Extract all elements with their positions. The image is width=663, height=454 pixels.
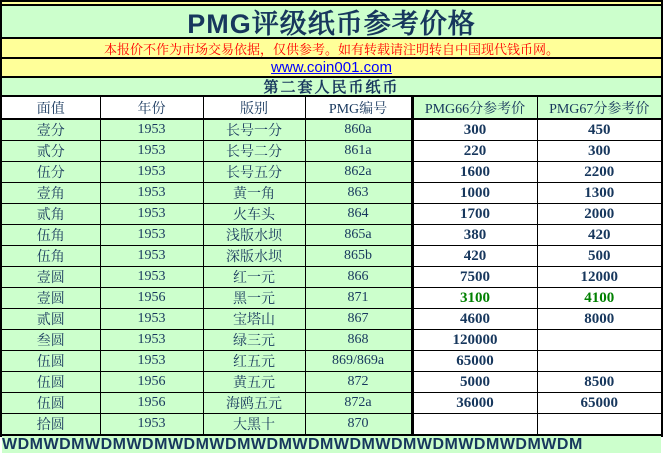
- variety-cell: 宝塔山: [203, 309, 305, 330]
- table-body: [2, 119, 661, 434]
- pmg66-price-cell: 220: [412, 141, 537, 162]
- pmg66-price-cell: 3100: [412, 288, 537, 309]
- pmg66-price-cell: 300: [412, 119, 537, 141]
- pmg66-price-cell: [412, 414, 537, 435]
- table-row: [2, 246, 661, 267]
- column-header-variety: 版别: [203, 97, 305, 119]
- year-cell: 1953: [100, 119, 203, 141]
- pmg67-price-cell: [537, 414, 661, 435]
- table-row: [2, 119, 661, 141]
- table-row: [2, 225, 661, 246]
- column-header-pmg67-price: PMG67分参考价: [537, 97, 661, 119]
- page-title: PMG评级纸币参考价格: [187, 9, 476, 39]
- variety-cell: 黑一元: [203, 288, 305, 309]
- price-table-wrap: [2, 97, 661, 434]
- variety-cell: 长号一分: [203, 119, 305, 141]
- variety-cell: 海鸥五元: [203, 393, 305, 414]
- pmg67-price-cell: 2200: [537, 162, 661, 183]
- pmg-number-cell: 863: [305, 183, 412, 204]
- pmg-number-cell: 870: [305, 414, 412, 435]
- footer-pattern: WDMWDMWDMWDMWDMWDMWDMWDMWDMWDMWDMWDMWDMWDM: [2, 434, 661, 453]
- pmg67-price-cell: 8000: [537, 309, 661, 330]
- pmg-number-cell: 872a: [305, 393, 412, 414]
- table-row: [2, 288, 661, 309]
- column-header-pmg66-price: PMG66分参考价: [412, 97, 537, 119]
- year-cell: 1956: [100, 393, 203, 414]
- pmg-number-cell: 869/869a: [305, 351, 412, 372]
- year-cell: 1953: [100, 246, 203, 267]
- pmg67-price-cell: 450: [537, 119, 661, 141]
- pmg67-price-cell: 2000: [537, 204, 661, 225]
- header-row: [2, 97, 661, 119]
- year-cell: 1953: [100, 141, 203, 162]
- pmg67-price-cell: 12000: [537, 267, 661, 288]
- section-bar: [2, 78, 661, 97]
- pmg67-price-cell: 4100: [537, 288, 661, 309]
- pmg66-price-cell: 36000: [412, 393, 537, 414]
- table-row: [2, 183, 661, 204]
- pmg67-price-cell: 1300: [537, 183, 661, 204]
- pmg66-price-cell: 380: [412, 225, 537, 246]
- face-value-cell: 壹角: [2, 183, 100, 204]
- pmg-number-cell: 867: [305, 309, 412, 330]
- pmg66-price-cell: 5000: [412, 372, 537, 393]
- column-header-pmg-number: PMG编号: [305, 97, 412, 119]
- year-cell: 1953: [100, 309, 203, 330]
- table-row: [2, 414, 661, 435]
- table-row: [2, 141, 661, 162]
- column-header-face-value: 面值: [2, 97, 100, 119]
- pmg-number-cell: 861a: [305, 141, 412, 162]
- notice-bar: [2, 39, 661, 59]
- face-value-cell: 叁圆: [2, 330, 100, 351]
- section-title: 第二套人民币纸币: [263, 80, 400, 96]
- variety-cell: 火车头: [203, 204, 305, 225]
- pmg-number-cell: 865a: [305, 225, 412, 246]
- year-cell: 1953: [100, 330, 203, 351]
- pmg66-price-cell: 1000: [412, 183, 537, 204]
- variety-cell: 红五元: [203, 351, 305, 372]
- face-value-cell: 壹圆: [2, 288, 100, 309]
- year-cell: 1956: [100, 288, 203, 309]
- variety-cell: 长号二分: [203, 141, 305, 162]
- table-row: [2, 351, 661, 372]
- pmg66-price-cell: 7500: [412, 267, 537, 288]
- variety-cell: 黄五元: [203, 372, 305, 393]
- variety-cell: 黄一角: [203, 183, 305, 204]
- year-cell: 1953: [100, 204, 203, 225]
- pmg67-price-cell: 8500: [537, 372, 661, 393]
- face-value-cell: 伍角: [2, 246, 100, 267]
- pmg-number-cell: 860a: [305, 119, 412, 141]
- table-row: [2, 393, 661, 414]
- pmg66-price-cell: 4600: [412, 309, 537, 330]
- pmg-number-cell: 871: [305, 288, 412, 309]
- face-value-cell: 壹圆: [2, 267, 100, 288]
- face-value-cell: 壹分: [2, 119, 100, 141]
- pmg-number-cell: 862a: [305, 162, 412, 183]
- pmg66-price-cell: 1600: [412, 162, 537, 183]
- year-cell: 1953: [100, 162, 203, 183]
- face-value-cell: 伍圆: [2, 393, 100, 414]
- variety-cell: 红一元: [203, 267, 305, 288]
- table-row: [2, 267, 661, 288]
- year-cell: 1953: [100, 183, 203, 204]
- table-row: [2, 204, 661, 225]
- year-cell: 1953: [100, 414, 203, 435]
- pmg67-price-cell: 300: [537, 141, 661, 162]
- pmg67-price-cell: 500: [537, 246, 661, 267]
- column-header-year: 年份: [100, 97, 203, 119]
- face-value-cell: 贰分: [2, 141, 100, 162]
- pmg67-price-cell: 420: [537, 225, 661, 246]
- pmg66-price-cell: 120000: [412, 330, 537, 351]
- pmg66-price-cell: 1700: [412, 204, 537, 225]
- pmg-number-cell: 865b: [305, 246, 412, 267]
- year-cell: 1953: [100, 351, 203, 372]
- face-value-cell: 伍圆: [2, 372, 100, 393]
- year-cell: 1953: [100, 225, 203, 246]
- pmg66-price-cell: 65000: [412, 351, 537, 372]
- pmg-number-cell: 868: [305, 330, 412, 351]
- face-value-cell: 伍圆: [2, 351, 100, 372]
- notice-text: 本报价不作为市场交易依据，仅供参考。如有转载请注明转自中国现代钱币网。: [103, 41, 559, 57]
- pmg67-price-cell: [537, 351, 661, 372]
- title-bar: [2, 6, 661, 39]
- table-row: [2, 162, 661, 183]
- face-value-cell: 伍角: [2, 225, 100, 246]
- face-value-cell: 贰角: [2, 204, 100, 225]
- table-row: [2, 309, 661, 330]
- variety-cell: 浅版水坝: [203, 225, 305, 246]
- pmg67-price-cell: [537, 330, 661, 351]
- table-row: [2, 372, 661, 393]
- variety-cell: 长号五分: [203, 162, 305, 183]
- face-value-cell: 伍分: [2, 162, 100, 183]
- face-value-cell: 拾圆: [2, 414, 100, 435]
- variety-cell: 深版水坝: [203, 246, 305, 267]
- year-cell: 1953: [100, 267, 203, 288]
- year-cell: 1956: [100, 372, 203, 393]
- table-row: [2, 330, 661, 351]
- variety-cell: 绿三元: [203, 330, 305, 351]
- variety-cell: 大黑十: [203, 414, 305, 435]
- pmg-number-cell: 866: [305, 267, 412, 288]
- pmg-number-cell: 864: [305, 204, 412, 225]
- pmg66-price-cell: 420: [412, 246, 537, 267]
- pmg-number-cell: 872: [305, 372, 412, 393]
- price-table: [2, 97, 661, 434]
- face-value-cell: 贰圆: [2, 309, 100, 330]
- site-link[interactable]: www.coin001.com: [271, 59, 392, 76]
- pmg67-price-cell: 65000: [537, 393, 661, 414]
